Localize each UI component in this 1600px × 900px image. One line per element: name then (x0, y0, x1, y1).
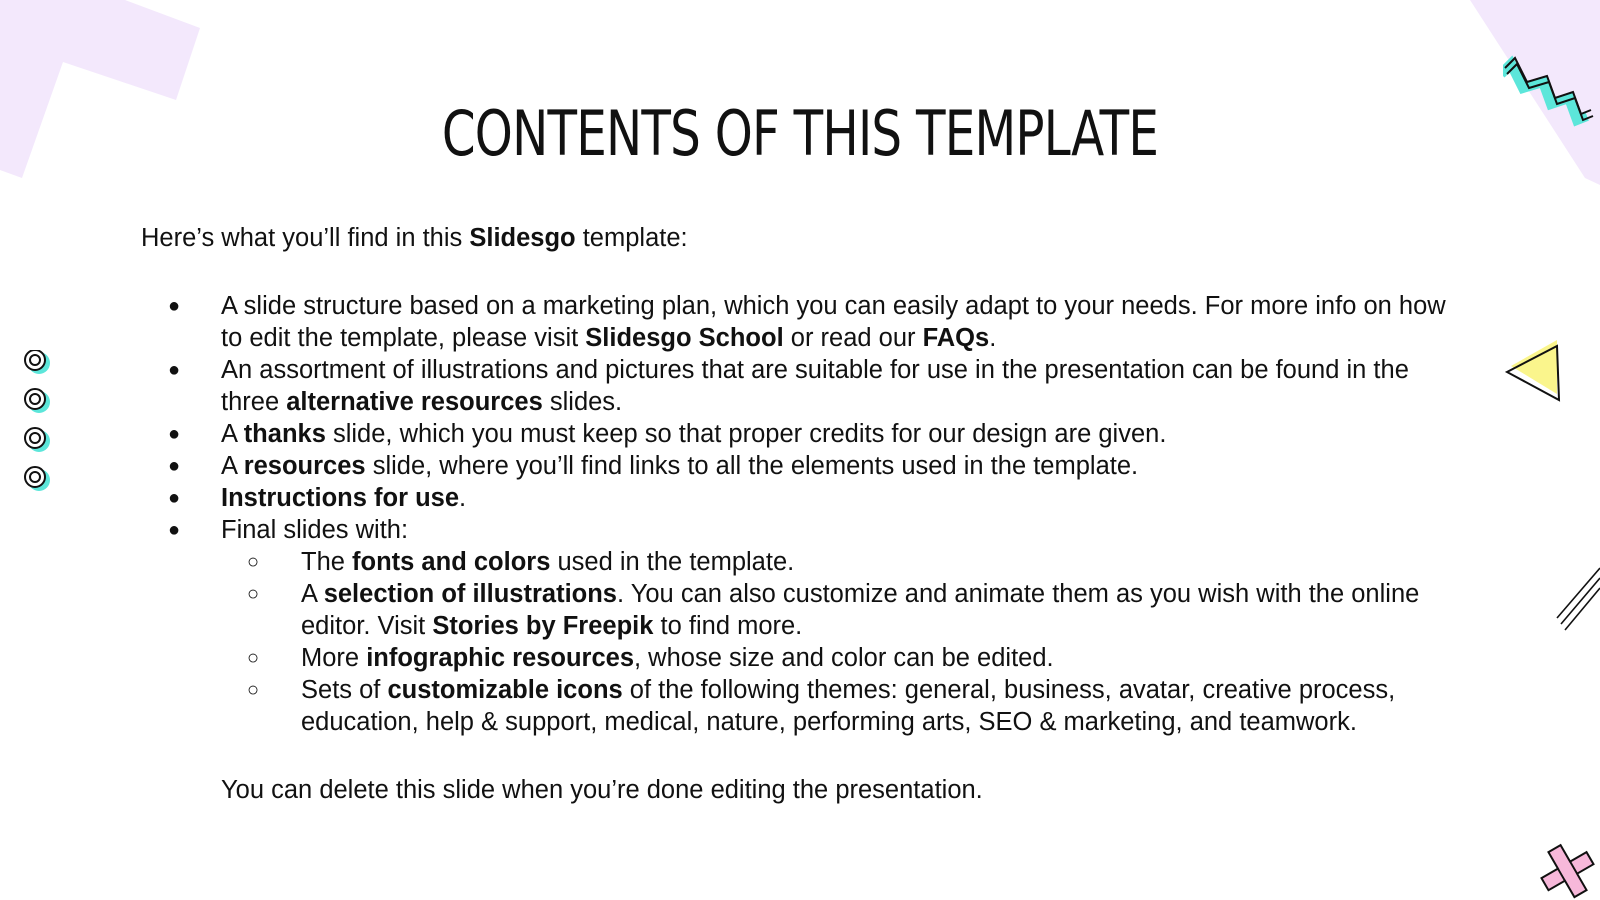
triangle-icon (1505, 338, 1567, 404)
outro-paragraph: You can delete this slide when you’re done editing the presentation. (221, 776, 983, 804)
concentric-circles-icon (20, 350, 60, 510)
text-run: . You can also customize and animate them as you wish with the online editor. Visit (301, 580, 1420, 640)
bold-text: Instructions for use (221, 484, 460, 512)
sub-bullet-item (221, 578, 1471, 642)
text-run: A (221, 452, 244, 480)
slide-body (141, 222, 1471, 806)
text-run: to find more. (653, 612, 803, 640)
text-run: A (301, 580, 324, 608)
bold-text: resources (243, 452, 366, 480)
sub-bullet-item (221, 546, 1471, 578)
text-run: slide, where you’ll find links to all the elements used in the template. (365, 452, 1139, 480)
text-run: slides. (542, 388, 623, 416)
bullet-text (221, 484, 466, 512)
bullet-item (141, 290, 1471, 354)
bold-text: thanks (243, 420, 326, 448)
text-run: of the following themes: general, business, avatar, creative process, education, help & support, medical, nature, performing arts, SEO & marketing, and teamwork. (301, 676, 1396, 736)
intro-text-after: template: (575, 224, 688, 252)
bullet-text (221, 420, 1166, 448)
text-run: A (221, 420, 244, 448)
text-run: More (301, 644, 367, 672)
text-run: . (989, 324, 997, 352)
diagonal-lines-icon (1555, 562, 1600, 634)
bullet-text (221, 292, 1446, 352)
text-run: , whose size and color can be edited. (634, 644, 1054, 672)
bold-text: customizable icons (387, 676, 623, 704)
bold-text: alternative resources (286, 388, 543, 416)
text-run: An assortment of illustrations and pictures that are suitable for use in the presentation can be found in the three (221, 356, 1409, 416)
bullet-list (141, 290, 1471, 738)
text-run: slide, which you must keep so that proper credits for our design are given. (325, 420, 1167, 448)
bold-text: infographic resources (366, 644, 635, 672)
bold-text: Stories by Freepik (432, 612, 654, 640)
bold-text: Slidesgo School (585, 324, 784, 352)
bold-text: fonts and colors (352, 548, 551, 576)
cross-icon (1538, 840, 1600, 900)
intro-paragraph (141, 222, 1471, 254)
bullet-item (141, 418, 1471, 450)
zigzag-icon (1503, 54, 1595, 132)
sub-bullet-list (221, 546, 1471, 738)
bold-text: FAQs (922, 324, 990, 352)
sub-bullet-item (221, 674, 1471, 738)
bullet-item (141, 482, 1471, 514)
bold-text: selection of illustrations (323, 580, 617, 608)
text-run: . (459, 484, 467, 512)
intro-text-bold: Slidesgo (469, 224, 576, 252)
bullet-item (141, 514, 1471, 738)
text-run: used in the template. (550, 548, 795, 576)
text-run: or read our (783, 324, 923, 352)
slide-title: CONTENTS OF THIS TEMPLATE (441, 97, 1159, 170)
bullet-text (221, 516, 408, 544)
text-run: Final slides with: (221, 516, 409, 544)
bullet-text (221, 452, 1138, 480)
text-run: A slide structure based on a marketing plan, which you can easily adapt to your needs. For more info on how to edit the template, please visit (221, 292, 1446, 352)
bullet-item (141, 354, 1471, 418)
text-run: The (301, 548, 353, 576)
sub-bullet-item (221, 642, 1471, 674)
intro-text-before: Here’s what you’ll find in this (141, 224, 470, 252)
bullet-text (221, 356, 1409, 416)
bullet-item (141, 450, 1471, 482)
text-run: Sets of (301, 676, 388, 704)
